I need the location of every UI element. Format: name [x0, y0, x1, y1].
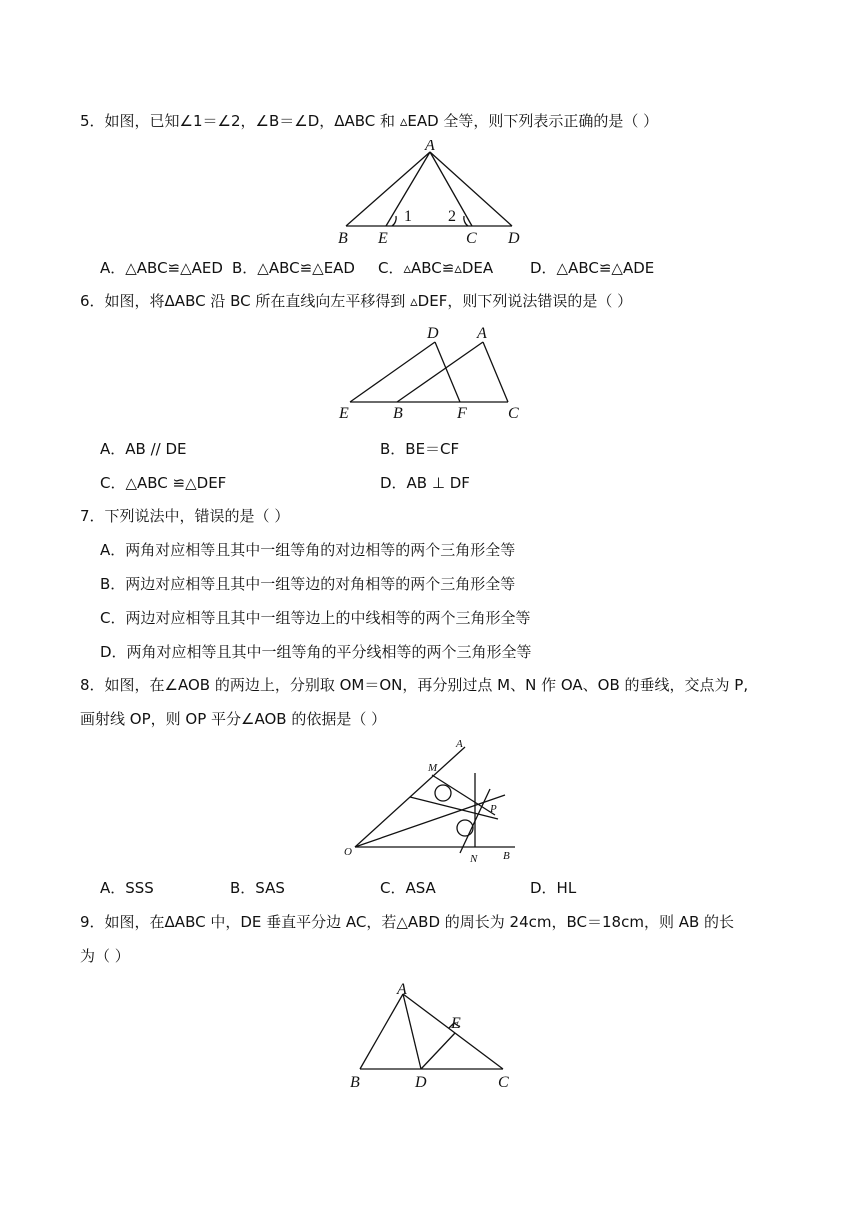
q9-label-c: C — [498, 1074, 509, 1091]
q7-option-b[interactable]: B．两边对应相等且其中一组等边的对角相等的两个三角形全等 — [100, 575, 516, 593]
q8-stem-line1: 8．如图，在∠AOB 的两边上，分别取 OM＝ON，再分别过点 M、N 作 OA、OB 的垂线，交点为 P, — [80, 676, 749, 694]
q5-option-d[interactable]: D．△ABC≌△ADE — [530, 259, 655, 277]
q5-label-c: C — [466, 230, 477, 247]
q7-stem: 7．下列说法中，错误的是（ ） — [80, 507, 290, 525]
q6-figure — [335, 322, 535, 424]
q5-option-a[interactable]: A．△ABC≌△AED — [100, 259, 223, 277]
q6-option-b[interactable]: B．BE＝CF — [380, 440, 460, 458]
q5-label-b: B — [338, 230, 348, 247]
q5-label-a: A — [425, 140, 435, 154]
q8-label-b: B — [503, 850, 510, 862]
q6-label-f: F — [457, 405, 467, 422]
q6-label-d: D — [427, 325, 439, 342]
q9-label-e: E — [451, 1015, 461, 1032]
q6-option-d[interactable]: D．AB ⊥ DF — [380, 474, 470, 492]
q8-label-o: O — [344, 846, 352, 858]
q8-label-m: M — [428, 762, 438, 774]
q8-stem-line2: 画射线 OP，则 OP 平分∠AOB 的依据是（ ） — [80, 710, 387, 728]
q6-label-b: B — [393, 405, 403, 422]
q5-stem: 5．如图，已知∠1＝∠2，∠B＝∠D，ΔABC 和 ▵EAD 全等，则下列表示正确的是（ ） — [80, 112, 659, 130]
q6-label-c: C — [508, 405, 519, 422]
q5-label-2: 2 — [448, 208, 456, 225]
q6-label-e: E — [339, 405, 349, 422]
q9-label-d: D — [415, 1074, 427, 1091]
q9-figure — [345, 978, 520, 1093]
q6-option-c[interactable]: C．△ABC ≌△DEF — [100, 474, 227, 492]
q6-option-a[interactable]: A．AB // DE — [100, 440, 187, 458]
q8-label-p: P — [490, 803, 497, 815]
q8-option-a[interactable]: A．SSS — [100, 879, 154, 897]
q7-option-d[interactable]: D．两角对应相等且其中一组等角的平分线相等的两个三角形全等 — [100, 643, 532, 661]
q5-option-c[interactable]: C．▵ABC≌▵DEA — [378, 259, 494, 277]
q7-option-c[interactable]: C．两边对应相等且其中一组等边上的中线相等的两个三角形全等 — [100, 609, 531, 627]
q6-label-a: A — [477, 325, 487, 342]
q8-label-a: A — [456, 738, 463, 750]
q9-label-b: B — [350, 1074, 360, 1091]
q9-stem-line2: 为（ ） — [80, 947, 130, 965]
q5-label-d: D — [508, 230, 520, 247]
q5-label-e: E — [378, 230, 388, 247]
q9-stem-line1: 9．如图，在ΔABC 中，DE 垂直平分边 AC，若△ABD 的周长为 24cm，BC＝18cm，则 AB 的长 — [80, 913, 735, 931]
q7-option-a[interactable]: A．两角对应相等且其中一组等角的对边相等的两个三角形全等 — [100, 541, 516, 559]
q8-figure — [340, 735, 520, 865]
q8-option-d[interactable]: D．HL — [530, 879, 577, 897]
q5-option-b[interactable]: B．△ABC≌△EAD — [232, 259, 355, 277]
q6-stem: 6．如图，将ΔABC 沿 BC 所在直线向左平移得到 ▵DEF，则下列说法错误的是（ ） — [80, 292, 633, 310]
q5-figure — [330, 140, 530, 250]
q5-label-1: 1 — [404, 208, 412, 225]
q8-option-b[interactable]: B．SAS — [230, 879, 285, 897]
q9-label-a: A — [397, 981, 407, 998]
q8-label-n: N — [470, 853, 478, 865]
q8-option-c[interactable]: C．ASA — [380, 879, 436, 897]
